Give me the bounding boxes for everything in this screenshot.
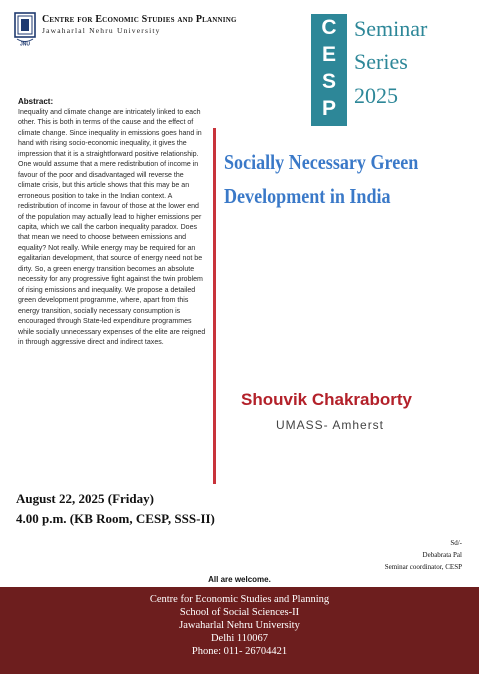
series-series: Series: [354, 49, 408, 74]
footer-line: Centre for Economic Studies and Planning: [149, 594, 330, 605]
signature-name: Debabrata Pal: [422, 551, 462, 559]
series-seminar: Seminar: [354, 16, 428, 41]
org-name: Centre for Economic Studies and Planning: [42, 14, 237, 25]
abstract-heading: Abstract:: [18, 97, 54, 106]
event-date: August 22, 2025 (Friday): [16, 491, 154, 506]
welcome-note: All are welcome.: [208, 575, 271, 584]
footer-phone: Phone: 011- 26704421: [191, 646, 288, 657]
jnu-logo: [14, 12, 36, 46]
footer-line: Jawaharlal Nehru University: [179, 620, 300, 631]
footer-line: Delhi 110067: [210, 633, 269, 644]
talk-title-line-2: Development in India: [224, 184, 391, 208]
speaker-name: Shouvik Chakraborty: [241, 390, 412, 409]
talk-title-line-1: Socially Necessary Green: [224, 150, 419, 174]
series-year: 2025: [354, 83, 398, 108]
speaker-affiliation: UMASS- Amherst: [276, 418, 385, 432]
signature-role: Seminar coordinator, CESP: [384, 563, 462, 571]
cesp-letter-e: E: [321, 43, 336, 66]
footer-line: School of Social Sciences-II: [179, 607, 300, 618]
cesp-letter-s: S: [321, 70, 336, 93]
talk-title: [224, 145, 439, 213]
cesp-badge: [311, 14, 347, 126]
signature-sd: Sd/-: [450, 539, 462, 547]
cesp-letter-c: C: [321, 16, 337, 39]
logo-text: JNU: [19, 41, 31, 46]
footer-address: [0, 587, 479, 674]
cesp-letter-p: P: [321, 97, 336, 120]
abstract-body: Inequality and climate change are intricately linked to each other. This is both in terms of the cause and the effect of climate change. Since inequality in emissions goes hand in hand with rising socio-economic inequality, it gives the impression that it is a straightforward positive relationship. One would assume that a mere redistribution of income in favour of the poor and disadvantaged will reverse the climate crisis, but this article shows that this may be an erroneous position to take in the Indian context. A redistribution of income in favour of those at the lower end of the population may actually lead to higher emissions per capita, which we call the carbon inequality paradox. Does that mean we need to choose between emissions and equality? Not really. While energy may be required for an egalitarian development, that source of energy need not be dirty. So, a green energy transition becomes an absolute necessity for any progressive fight against the twin problem of rising emissions and inequality. We propose a detailed green development programme, where, apart from this energy transition, socially necessary consumption is encouraged through State-led expenditure programmes while socially unnecessary expenses of the elite are reigned in through aggressive direct and indirect taxes.: [18, 109, 206, 346]
event-time: 4.00 p.m. (KB Room, CESP, SSS-II): [16, 511, 215, 526]
university-name: Jawaharlal Nehru University: [42, 26, 161, 35]
vertical-divider: [213, 128, 216, 484]
